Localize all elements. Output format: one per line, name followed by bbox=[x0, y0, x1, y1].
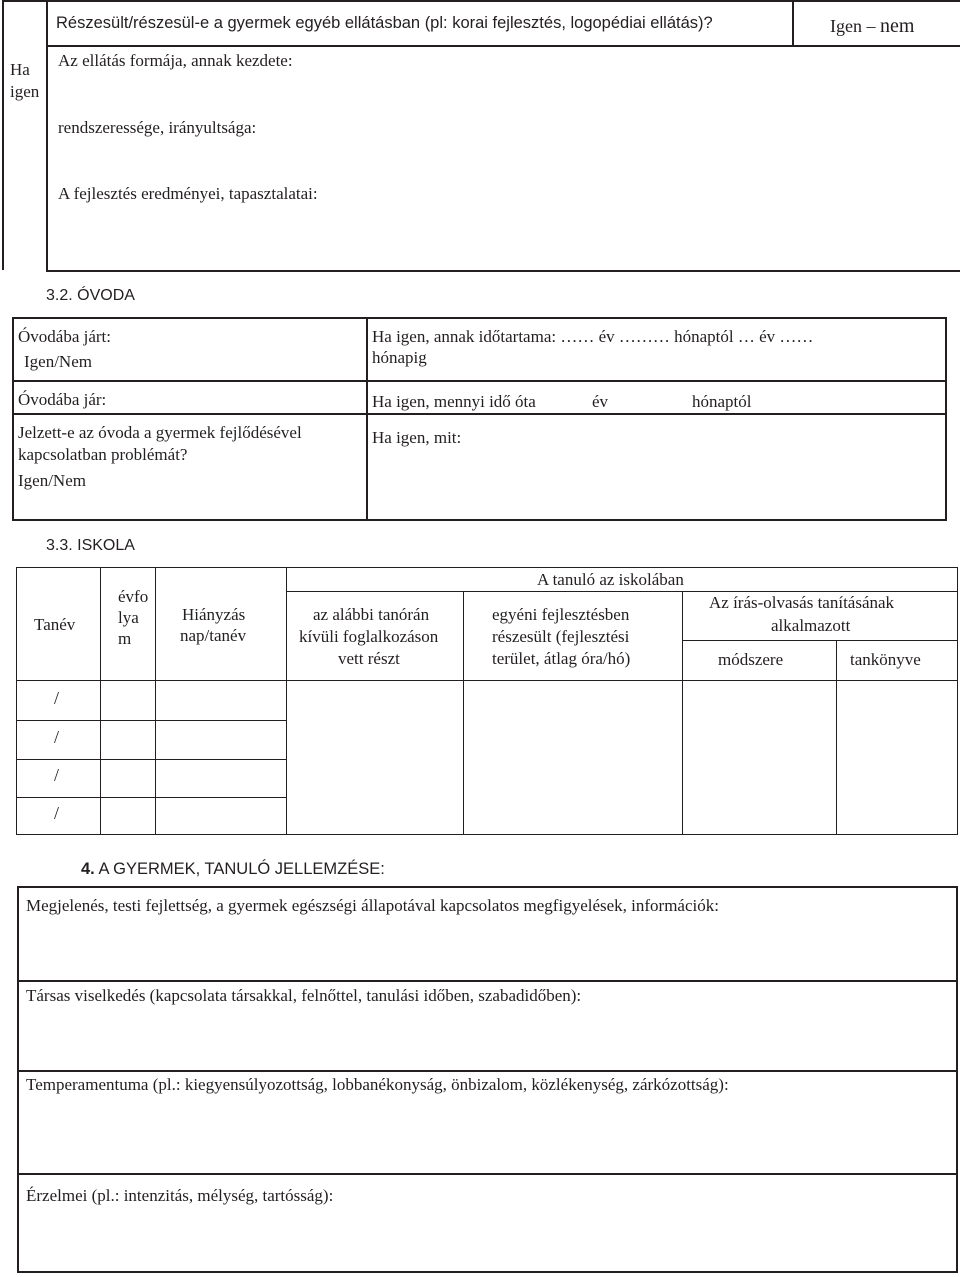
school-col-5 bbox=[682, 591, 683, 835]
header-evfolyam-1: évfo bbox=[118, 587, 149, 606]
table-row-year[interactable]: / bbox=[54, 727, 60, 747]
field-social[interactable]: Társas viselkedés (kapcsolata társakkal, felnőttel, tanulási időben, szabadidőben): bbox=[26, 986, 582, 1005]
school-table-left bbox=[16, 567, 17, 835]
ovoda-row-divider-2 bbox=[12, 413, 947, 415]
heading-title: ISKOLA bbox=[77, 537, 135, 554]
header-hianyzas-1: Hiányzás bbox=[182, 605, 246, 624]
ovoda-since-prefix[interactable]: Ha igen, mennyi idő óta bbox=[372, 392, 536, 411]
heading-title: ÓVODA bbox=[77, 287, 135, 304]
field-temperament[interactable]: Temperamentuma (pl.: kiegyensúlyozottság, lobbanékonyság, önbizalom, közlékenység, zárkózottság): bbox=[26, 1075, 729, 1094]
ovoda-signal-line1: Jelzett-e az óvoda a gyermek fejlődésével bbox=[18, 423, 302, 442]
choice-yes: Igen bbox=[830, 16, 862, 36]
ovoda-table bbox=[12, 317, 947, 521]
school-row-divider bbox=[16, 759, 286, 760]
ovoda-signal-line2: kapcsolatban problémát? bbox=[18, 445, 188, 464]
ovoda-attended-choice[interactable]: Igen/Nem bbox=[24, 352, 92, 371]
header-foglalkozas-3: vett részt bbox=[338, 649, 400, 668]
characterization-divider bbox=[17, 1070, 958, 1072]
side-label-igen: igen bbox=[10, 82, 40, 101]
other-care-question: Részesült/részesül-e a gyermek egyéb ellátásban (pl: korai fejlesztés, logopédiai ellátás)? bbox=[56, 14, 713, 32]
school-col-6 bbox=[836, 640, 837, 835]
header-fejlesztes-2: részesült (fejlesztési bbox=[492, 627, 630, 646]
header-hianyzas-2: nap/tanév bbox=[180, 626, 247, 645]
ovoda-signal-choice[interactable]: Igen/Nem bbox=[18, 471, 86, 490]
table-row-year[interactable]: / bbox=[54, 688, 60, 708]
table-row-year[interactable]: / bbox=[54, 765, 60, 785]
header-evfolyam-3: m bbox=[118, 629, 132, 648]
header-tankonyve: tankönyve bbox=[850, 650, 921, 669]
header-evfolyam-2: lya bbox=[118, 608, 139, 627]
field-care-results[interactable]: A fejlesztés eredményei, tapasztalatai: bbox=[58, 184, 318, 203]
yes-no-choice[interactable] bbox=[830, 14, 914, 38]
heading-number: 3.2. bbox=[46, 287, 73, 304]
section-heading-jellemzes bbox=[81, 860, 385, 880]
field-care-regularity[interactable]: rendszeressége, irányultsága: bbox=[58, 118, 257, 137]
header-iras-1: Az írás-olvasás tanításának bbox=[709, 593, 895, 612]
choice-dash: – bbox=[866, 16, 876, 36]
school-table-right bbox=[957, 567, 958, 835]
school-col-1 bbox=[100, 567, 101, 835]
header-group: A tanuló az iskolában bbox=[537, 570, 684, 589]
field-emotional[interactable]: Érzelmei (pl.: intenzitás, mélység, tartósság): bbox=[26, 1186, 334, 1205]
characterization-divider bbox=[17, 980, 958, 982]
table-border-left bbox=[2, 0, 4, 270]
ovoda-attends-label: Óvodába jár: bbox=[18, 390, 107, 409]
table-border-inner bbox=[46, 0, 48, 272]
school-group-divider bbox=[286, 591, 958, 592]
side-label-ha: Ha bbox=[10, 60, 30, 79]
section-heading-iskola bbox=[46, 536, 135, 555]
school-row-divider bbox=[16, 797, 286, 798]
school-col-3 bbox=[286, 567, 287, 835]
header-fejlesztes-3: terület, átlag óra/hó) bbox=[492, 649, 631, 668]
ovoda-row-divider-1 bbox=[12, 380, 947, 382]
ovoda-col-divider bbox=[366, 317, 368, 521]
table-row-divider bbox=[46, 45, 960, 47]
school-table-bottom bbox=[16, 834, 958, 835]
school-col-2 bbox=[155, 567, 156, 835]
ovoda-since-month: hónaptól bbox=[692, 392, 752, 411]
heading-number: 4. bbox=[81, 860, 95, 878]
section-heading-ovoda bbox=[46, 286, 135, 305]
table-row-year[interactable]: / bbox=[54, 803, 60, 823]
school-subgroup-divider bbox=[682, 640, 958, 641]
school-col-4 bbox=[463, 591, 464, 835]
field-appearance[interactable]: Megjelenés, testi fejlettség, a gyermek egészségi állapotával kapcsolatos megfigyelések, információk: bbox=[26, 896, 719, 915]
table-border-top bbox=[2, 0, 960, 2]
header-foglalkozas-2: kívüli foglalkozáson bbox=[299, 627, 439, 646]
ovoda-since-year: év bbox=[592, 392, 609, 411]
header-fejlesztes-1: egyéni fejlesztésben bbox=[492, 605, 630, 624]
choice-no: nem bbox=[879, 15, 915, 37]
ovoda-duration-line2: hónapig bbox=[372, 348, 427, 367]
header-modszere: módszere bbox=[718, 650, 784, 669]
heading-title: A GYERMEK, TANULÓ JELLEMZÉSE: bbox=[98, 860, 385, 878]
header-iras-2: alkalmazott bbox=[771, 616, 851, 635]
school-table-top bbox=[16, 567, 958, 568]
field-care-form[interactable]: Az ellátás formája, annak kezdete: bbox=[58, 51, 293, 70]
school-header-bottom bbox=[16, 680, 958, 681]
table-border-choice bbox=[792, 0, 794, 46]
header-foglalkozas-1: az alábbi tanórán bbox=[313, 605, 430, 624]
characterization-divider bbox=[17, 1173, 958, 1175]
school-row-divider bbox=[16, 720, 286, 721]
ovoda-what-label[interactable]: Ha igen, mit: bbox=[372, 428, 462, 447]
heading-number: 3.3. bbox=[46, 537, 73, 554]
header-tanev: Tanév bbox=[34, 615, 76, 634]
ovoda-duration-line1[interactable]: Ha igen, annak időtartama: …… év ……… hónaptól … év …… bbox=[372, 327, 814, 346]
table-border-bottom bbox=[46, 270, 960, 272]
ovoda-attended-label: Óvodába járt: bbox=[18, 327, 111, 346]
